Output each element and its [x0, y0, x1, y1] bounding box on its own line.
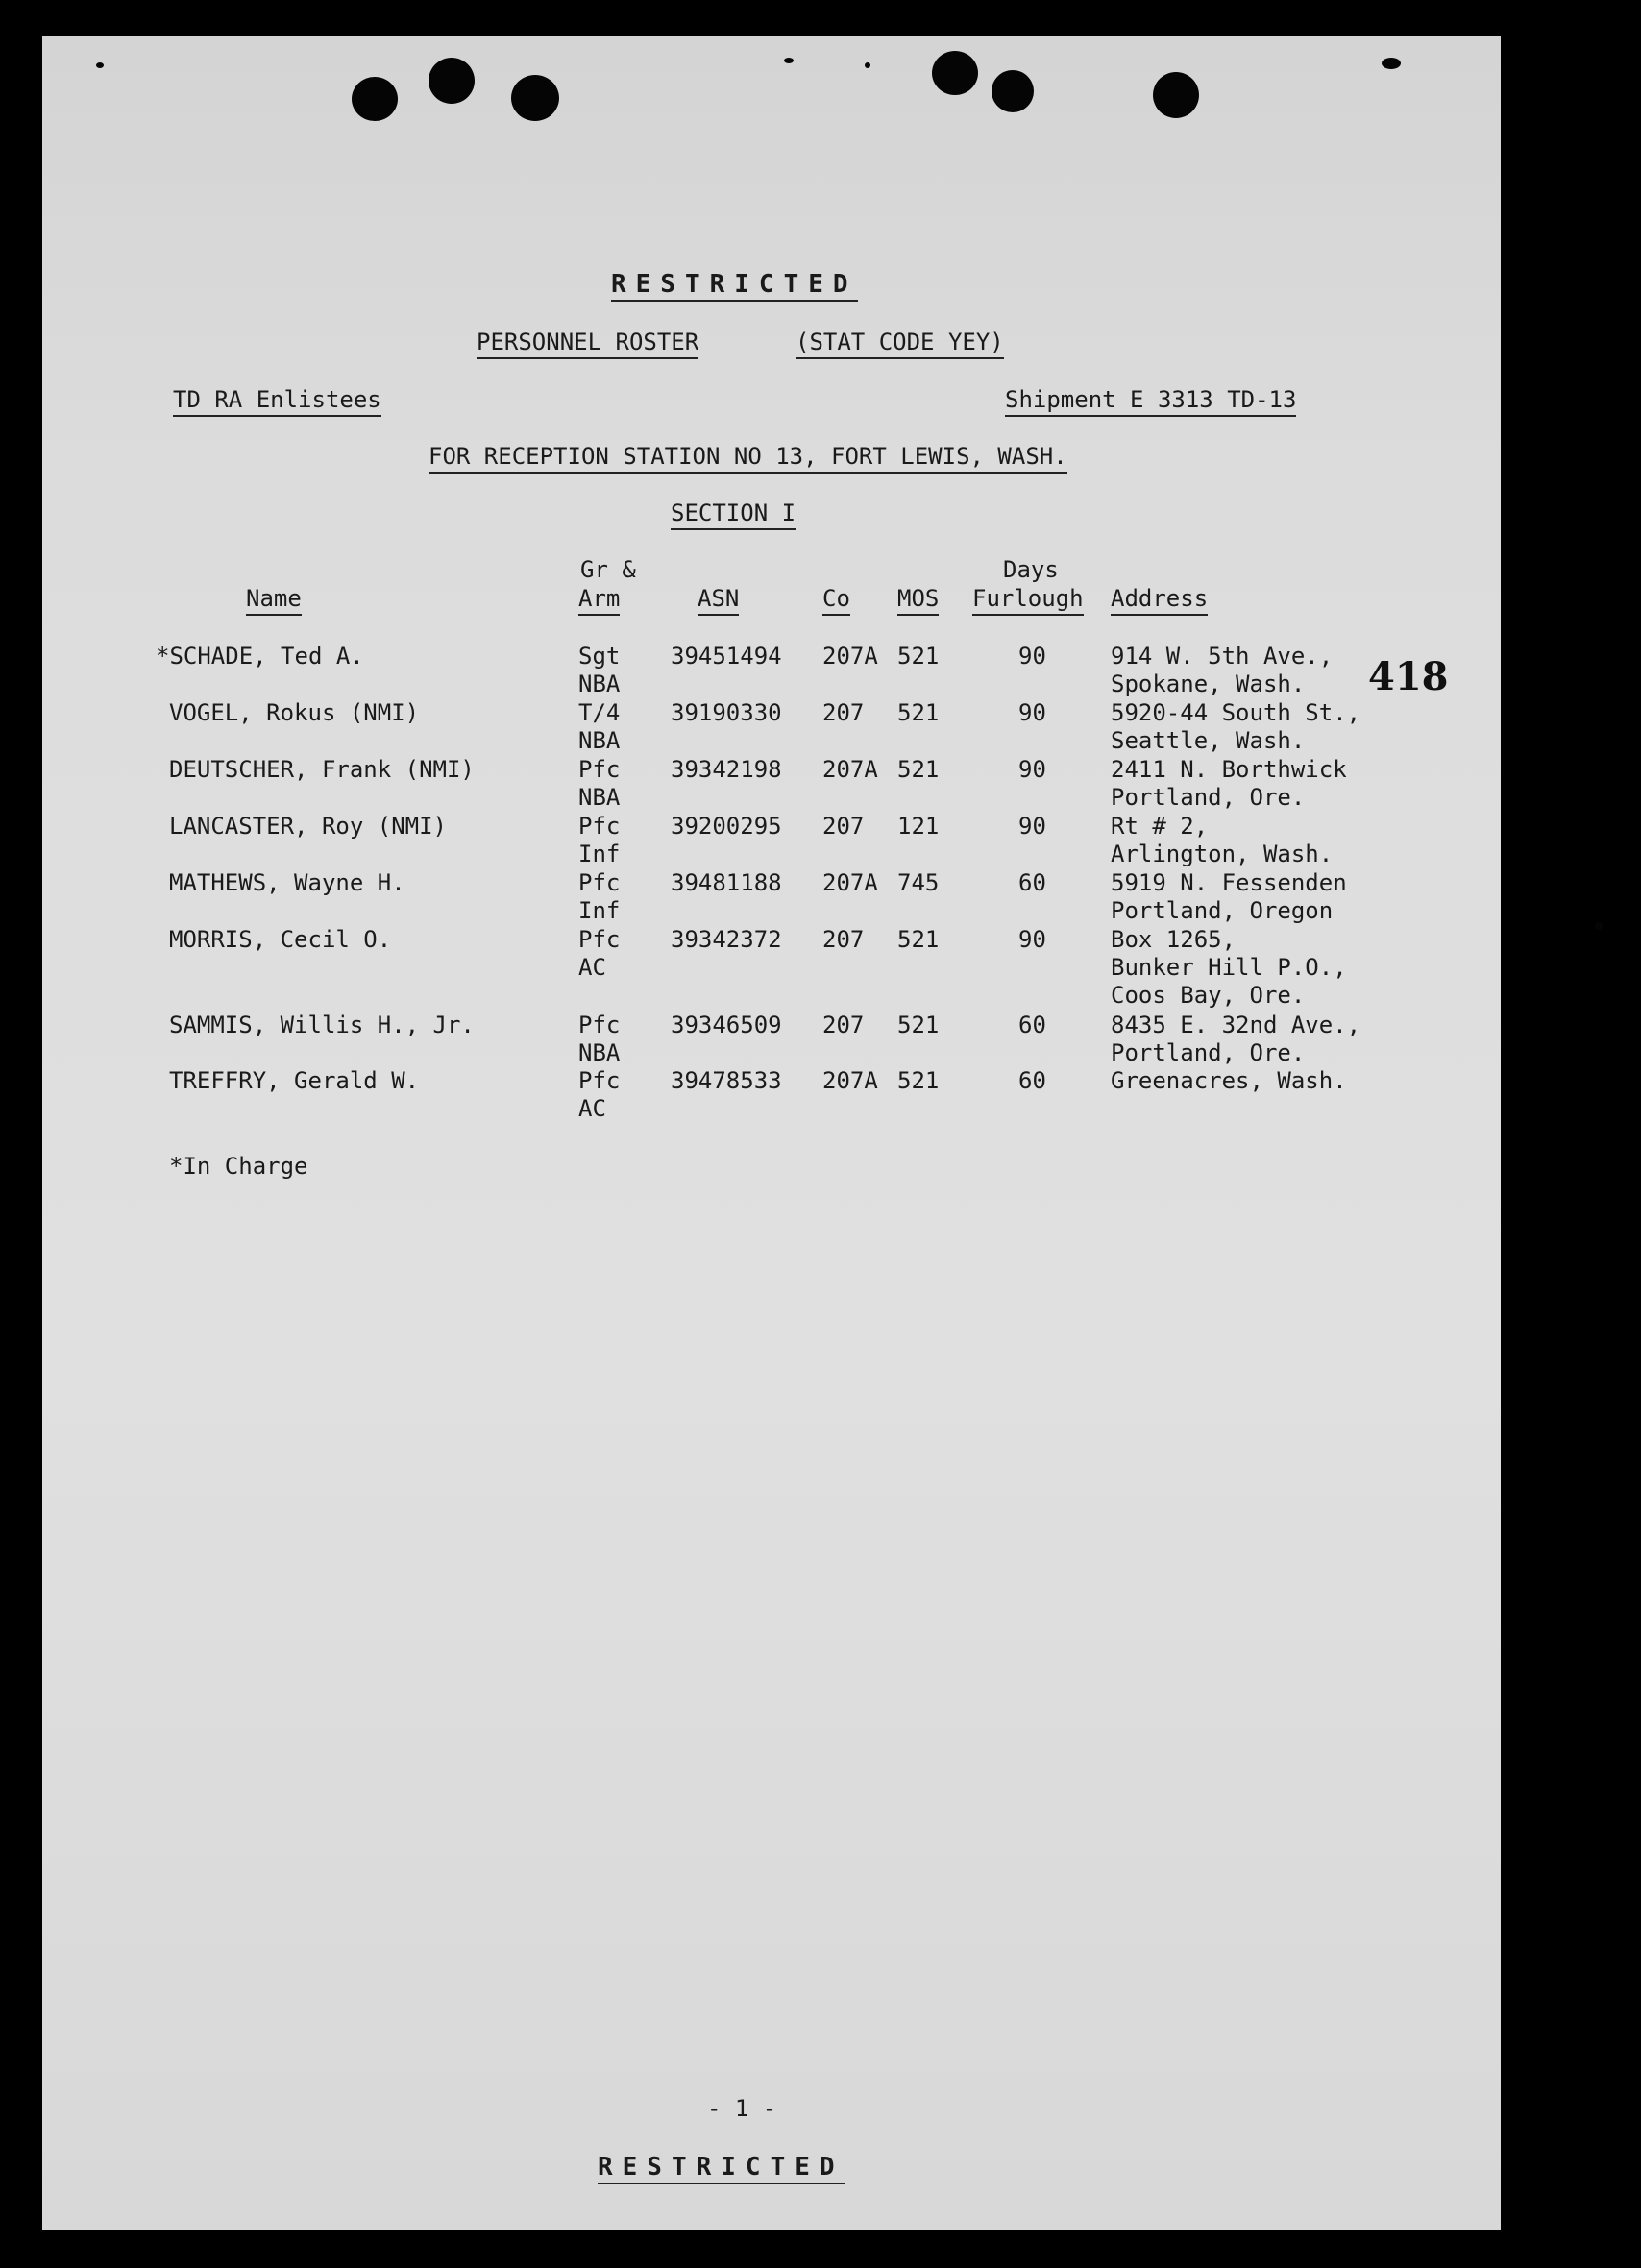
punch-hole: [784, 58, 794, 63]
row-arm: Inf: [578, 841, 621, 867]
row-arm: NBA: [578, 784, 621, 811]
row-address-line: 8435 E. 32nd Ave.,: [1111, 1012, 1361, 1038]
classification-bottom: RESTRICTED: [598, 2153, 845, 2184]
row-arm: Inf: [578, 897, 621, 924]
row-asn: 39451494: [671, 643, 782, 670]
row-name: DEUTSCHER, Frank (NMI): [169, 756, 475, 783]
row-co: 207: [822, 699, 865, 726]
row-mos: 521: [897, 926, 940, 953]
row-co: 207A: [822, 756, 878, 783]
row-address-line: 914 W. 5th Ave.,: [1111, 643, 1334, 670]
header-name: Name: [246, 584, 302, 616]
stat-code: (STAT CODE YEY): [796, 328, 1004, 359]
row-asn: 39478533: [671, 1067, 782, 1094]
header-arm: Arm: [578, 584, 620, 616]
row-name: LANCASTER, Roy (NMI): [169, 813, 447, 840]
row-asn: 39200295: [671, 813, 782, 840]
row-address-line: Portland, Ore.: [1111, 784, 1306, 811]
destination: FOR RECEPTION STATION NO 13, FORT LEWIS, WASH.: [429, 442, 1067, 474]
row-address-line: Box 1265,: [1111, 926, 1237, 953]
punch-hole: [1382, 58, 1401, 69]
row-address-line: Spokane, Wash.: [1111, 671, 1306, 697]
row-co: 207: [822, 813, 865, 840]
stamp-number: 418: [1368, 654, 1449, 699]
header-mos: MOS: [897, 584, 939, 616]
row-mos: 745: [897, 869, 940, 896]
row-arm: AC: [578, 1095, 606, 1122]
row-grade: Pfc: [578, 756, 621, 783]
row-grade: Pfc: [578, 1067, 621, 1094]
row-grade: Pfc: [578, 869, 621, 896]
row-co: 207A: [822, 1067, 878, 1094]
document-page: [42, 36, 1501, 2230]
row-arm: NBA: [578, 671, 621, 697]
row-days: 90: [1018, 643, 1046, 670]
row-co: 207A: [822, 643, 878, 670]
row-asn: 39342198: [671, 756, 782, 783]
row-address-line: Portland, Ore.: [1111, 1039, 1306, 1066]
header-co: Co: [822, 584, 850, 616]
row-name: SAMMIS, Willis H., Jr.: [169, 1012, 475, 1038]
row-address-line: 5920-44 South St.,: [1111, 699, 1361, 726]
row-mos: 521: [897, 1067, 940, 1094]
roster-title: PERSONNEL ROSTER: [477, 328, 698, 359]
row-name: MORRIS, Cecil O.: [169, 926, 392, 953]
row-address-line: Coos Bay, Ore.: [1111, 982, 1306, 1009]
row-grade: T/4: [578, 699, 621, 726]
punch-hole: [932, 51, 978, 95]
row-asn: 39481188: [671, 869, 782, 896]
row-address-line: Bunker Hill P.O.,: [1111, 954, 1347, 981]
classification-top: RESTRICTED: [611, 270, 858, 302]
punch-hole: [511, 75, 559, 121]
row-grade: Sgt: [578, 643, 621, 670]
punch-hole: [992, 70, 1034, 112]
row-days: 90: [1018, 699, 1046, 726]
row-co: 207A: [822, 869, 878, 896]
row-arm: NBA: [578, 727, 621, 754]
page-number: - 1 -: [707, 2095, 777, 2122]
row-address-line: Portland, Oregon: [1111, 897, 1334, 924]
row-days: 60: [1018, 1067, 1046, 1094]
row-days: 90: [1018, 926, 1046, 953]
row-asn: 39346509: [671, 1012, 782, 1038]
row-days: 90: [1018, 756, 1046, 783]
punch-hole: [352, 77, 398, 121]
enlistee-group: TD RA Enlistees: [173, 385, 381, 417]
row-address-line: Arlington, Wash.: [1111, 841, 1334, 867]
row-grade: Pfc: [578, 1012, 621, 1038]
punch-hole: [1595, 922, 1603, 930]
row-days: 60: [1018, 1012, 1046, 1038]
row-address-line: Greenacres, Wash.: [1111, 1067, 1347, 1094]
row-days: 60: [1018, 869, 1046, 896]
row-arm: AC: [578, 954, 606, 981]
row-address-line: 5919 N. Fessenden: [1111, 869, 1347, 896]
punch-hole: [429, 58, 475, 104]
row-arm: NBA: [578, 1039, 621, 1066]
row-address-line: Rt # 2,: [1111, 813, 1209, 840]
row-address-line: 2411 N. Borthwick: [1111, 756, 1347, 783]
row-mos: 521: [897, 756, 940, 783]
footnote: *In Charge: [169, 1153, 308, 1180]
header-address: Address: [1111, 584, 1208, 616]
header-furlough: Furlough: [972, 584, 1084, 616]
row-mos: 521: [897, 643, 940, 670]
row-mos: 121: [897, 813, 940, 840]
row-name: MATHEWS, Wayne H.: [169, 869, 405, 896]
punch-hole: [96, 62, 104, 68]
row-name: TREFFRY, Gerald W.: [169, 1067, 420, 1094]
punch-hole: [865, 62, 870, 68]
row-days: 90: [1018, 813, 1046, 840]
row-co: 207: [822, 1012, 865, 1038]
row-address-line: Seattle, Wash.: [1111, 727, 1306, 754]
punch-hole: [1153, 72, 1199, 118]
row-grade: Pfc: [578, 926, 621, 953]
row-co: 207: [822, 926, 865, 953]
header-asn: ASN: [698, 584, 739, 616]
row-mos: 521: [897, 1012, 940, 1038]
section-title: SECTION I: [671, 499, 796, 530]
header-days: Days: [1003, 556, 1059, 583]
row-asn: 39190330: [671, 699, 782, 726]
header-grade: Gr &: [580, 556, 636, 583]
row-name: VOGEL, Rokus (NMI): [169, 699, 420, 726]
row-name: *SCHADE, Ted A.: [156, 643, 364, 670]
row-grade: Pfc: [578, 813, 621, 840]
row-mos: 521: [897, 699, 940, 726]
row-asn: 39342372: [671, 926, 782, 953]
shipment-number: Shipment E 3313 TD-13: [1005, 385, 1296, 417]
